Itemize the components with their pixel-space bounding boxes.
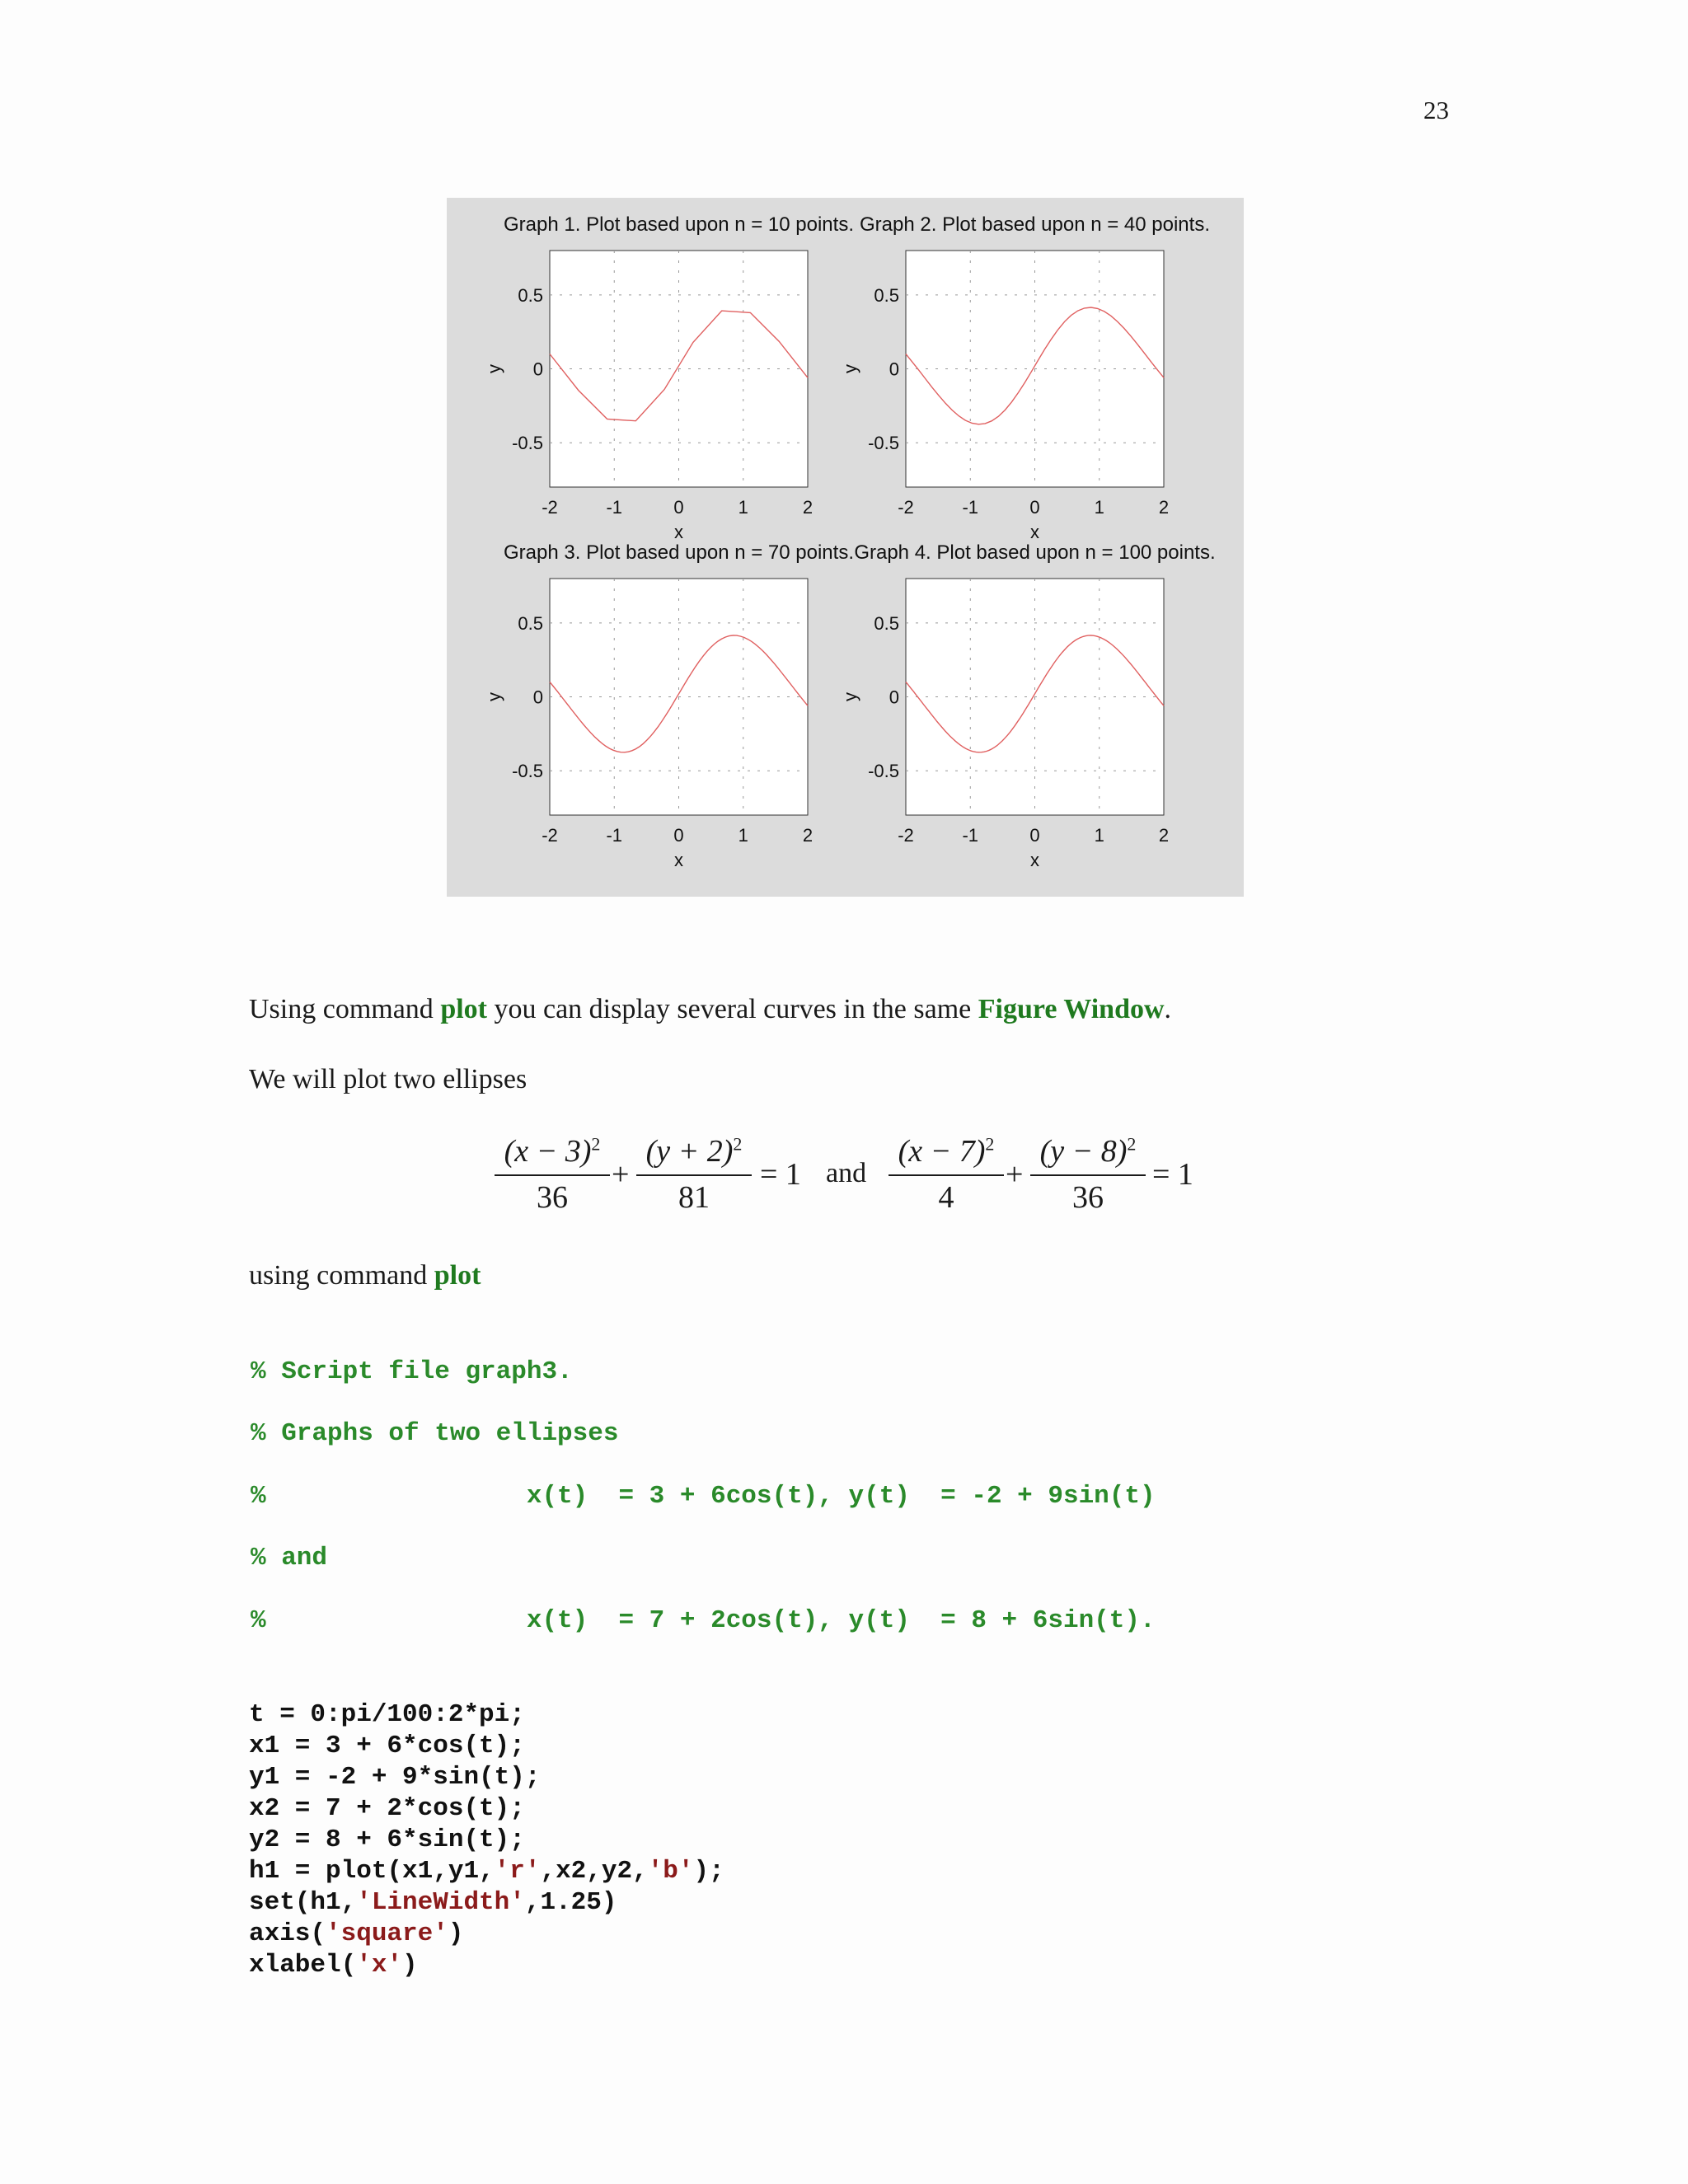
fraction-3	[889, 1133, 1004, 1216]
plot-2-ytick-label: -0.5	[868, 433, 899, 454]
matlab-code-block	[249, 1699, 724, 1981]
plot-1-title: Graph 1. Plot based upon n = 10 points.	[504, 213, 854, 236]
plot-1-xtick-label: -2	[542, 497, 558, 518]
keyword-plot: plot	[440, 994, 487, 1024]
plus-sign-1: +	[612, 1157, 630, 1192]
plot-2-xtick-label: -2	[898, 497, 914, 518]
plot-2-xtick-label: 2	[1158, 497, 1170, 518]
plot-3-xtick-label: 1	[738, 825, 748, 846]
fraction-1	[495, 1133, 610, 1216]
plot-2-xtick-label: 0	[1029, 497, 1040, 518]
plot-1-xtick-label: 1	[738, 497, 748, 518]
fraction-3-denominator: 4	[938, 1180, 954, 1215]
plot-1-xtick-label: 0	[673, 497, 684, 518]
p1-text-end: .	[1164, 994, 1172, 1024]
plot-4-xtick-label: 1	[1094, 825, 1104, 846]
plot-3-ytick-label: 0.5	[518, 612, 543, 634]
page-number: 23	[1423, 96, 1449, 124]
plot-1-xtick-label: -1	[606, 497, 623, 518]
plot-1-ytick-label: 0	[532, 359, 543, 380]
fraction-1-exponent: 2	[591, 1133, 601, 1155]
code-line-8: axis('square')	[249, 1919, 464, 1948]
plot-2-ylabel: y	[840, 364, 860, 373]
plot-1-xlabel: x	[674, 522, 683, 542]
plot-3-xtick-label: -1	[606, 825, 623, 846]
paragraph-ellipses: We will plot two ellipses	[249, 1064, 528, 1094]
fraction-2-numerator: (y + 2)	[645, 1134, 734, 1169]
ellipse-equations	[495, 1133, 1203, 1224]
fraction-1-numerator: (x − 3)	[504, 1134, 592, 1169]
plot-2-ytick-label: 0	[889, 359, 899, 380]
plot-1-ylabel: y	[484, 364, 504, 373]
plot-3-xtick-label: 2	[802, 825, 814, 846]
code-line-1: t = 0:pi/100:2*pi;	[249, 1700, 525, 1729]
plot-4-xtick-label: 2	[1158, 825, 1170, 846]
comment-line-2: % Graphs of two ellipses	[251, 1419, 619, 1448]
plot-3-title: Graph 3. Plot based upon n = 70 points.	[504, 541, 854, 564]
p3-text-before: using command	[249, 1260, 434, 1291]
plus-sign-2: +	[1006, 1157, 1024, 1192]
plot-4-ytick-label: -0.5	[868, 761, 899, 782]
fraction-2-denominator: 81	[678, 1180, 710, 1215]
plot-2-xtick-label: -1	[962, 497, 979, 518]
plot-3-xtick-label: 0	[673, 825, 684, 846]
code-line-7: set(h1,'LineWidth',1.25)	[249, 1888, 617, 1917]
plot-4-xtick-label: -1	[962, 825, 979, 846]
fraction-3-numerator: (x − 7)	[898, 1134, 986, 1169]
plot-4-xtick-label: 0	[1029, 825, 1040, 846]
fraction-3-exponent: 2	[985, 1133, 995, 1155]
fraction-4-numerator: (y − 8)	[1039, 1134, 1128, 1169]
plot-3-ytick-label: -0.5	[512, 761, 543, 782]
plot-2-ytick-label: 0.5	[874, 284, 899, 306]
equals-one-1: = 1	[760, 1157, 801, 1192]
fraction-4-exponent: 2	[1127, 1133, 1137, 1155]
plot-4-title: Graph 4. Plot based upon n = 100 points.	[854, 541, 1216, 564]
paragraph-plot-intro	[249, 993, 1171, 1026]
code-line-3: y1 = -2 + 9*sin(t);	[249, 1763, 541, 1792]
plot-2-xlabel: x	[1030, 522, 1039, 542]
comment-line-1: % Script file graph3.	[251, 1357, 573, 1386]
plot-4-ylabel: y	[840, 692, 860, 701]
and-text: and	[826, 1158, 867, 1188]
fraction-2	[636, 1133, 752, 1216]
plot-1-xtick-label: 2	[802, 497, 814, 518]
fraction-4	[1030, 1133, 1146, 1216]
paragraph-using-plot	[249, 1259, 481, 1292]
plot-1-ytick-label: 0.5	[518, 284, 543, 306]
plot-1-ytick-label: -0.5	[512, 433, 543, 454]
keyword-figure-window: Figure Window	[978, 994, 1165, 1024]
p1-text-middle: you can display several curves in the same	[487, 994, 978, 1024]
plot-4-xlabel: x	[1030, 850, 1039, 870]
plot-3-xtick-label: -2	[542, 825, 558, 846]
code-line-6: h1 = plot(x1,y1,'r',x2,y2,'b');	[249, 1857, 724, 1886]
plot-3-xlabel: x	[674, 850, 683, 870]
plot-4-ytick-label: 0.5	[874, 612, 899, 634]
comment-line-5: % x(t) = 7 + 2cos(t), y(t) = 8 + 6sin(t).	[251, 1606, 1156, 1635]
fraction-4-denominator: 36	[1072, 1180, 1104, 1215]
figure-window	[447, 198, 1244, 897]
code-line-4: x2 = 7 + 2*cos(t);	[249, 1794, 525, 1823]
subplot-grid	[447, 198, 1244, 897]
plot-2-xtick-label: 1	[1094, 497, 1104, 518]
plot-4-ytick-label: 0	[889, 687, 899, 708]
plot-2-title: Graph 2. Plot based upon n = 40 points.	[860, 213, 1210, 236]
keyword-plot-2: plot	[434, 1260, 481, 1291]
code-line-9: xlabel('x')	[249, 1951, 418, 1980]
comment-line-3: % x(t) = 3 + 6cos(t), y(t) = -2 + 9sin(t)	[251, 1482, 1156, 1511]
code-line-2: x1 = 3 + 6*cos(t);	[249, 1732, 525, 1760]
fraction-1-denominator: 36	[537, 1180, 568, 1215]
code-line-5: y2 = 8 + 6*sin(t);	[249, 1825, 525, 1854]
plot-3-ytick-label: 0	[532, 687, 543, 708]
comment-line-4: % and	[251, 1544, 328, 1572]
fraction-2-exponent: 2	[733, 1133, 743, 1155]
equals-one-2: = 1	[1152, 1157, 1193, 1192]
p1-text-before: Using command	[249, 994, 441, 1024]
plot-4-xtick-label: -2	[898, 825, 914, 846]
plot-3-ylabel: y	[484, 692, 504, 701]
